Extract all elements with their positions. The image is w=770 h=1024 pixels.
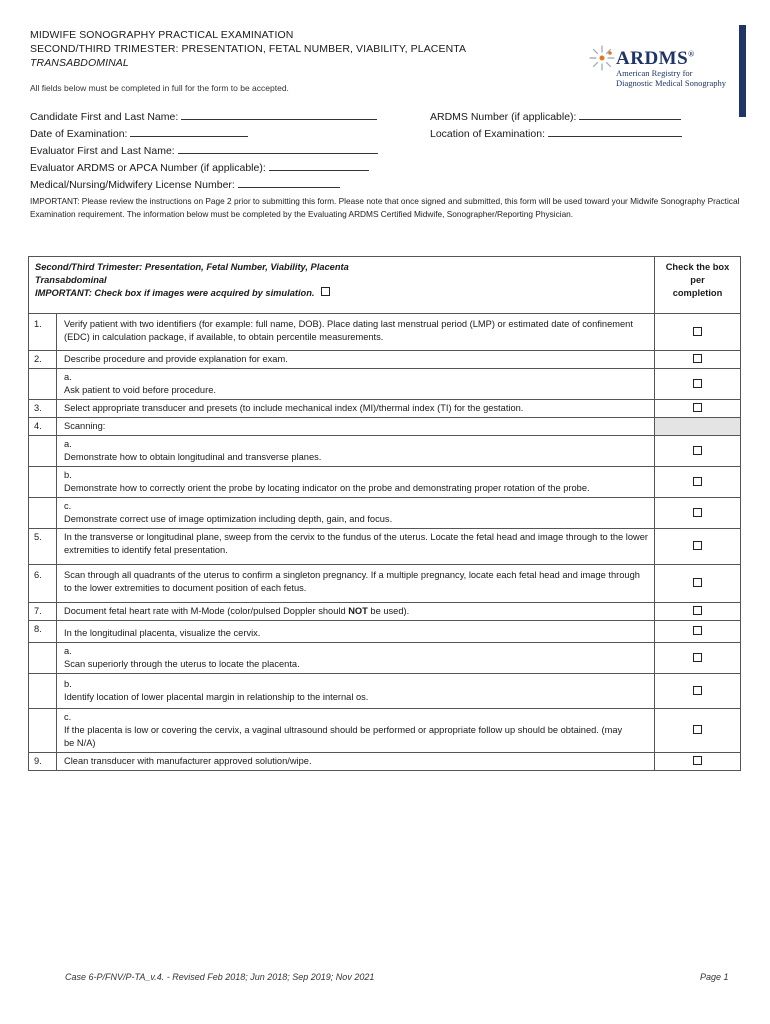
table-row xyxy=(29,498,741,529)
item-check-cell xyxy=(655,436,741,467)
item-text: Scanning: xyxy=(57,418,655,436)
table-header-row xyxy=(29,257,741,314)
item-checkbox[interactable] xyxy=(693,508,702,517)
evaluator-number-line[interactable] xyxy=(269,159,369,171)
important-instructions: IMPORTANT: Please review the instructions on Page 2 prior to submitting this form. Please note that once signed and submitted, this form will be used toward your Midwife Sonography Practical Examination requirement. The information below must be completed by the Evaluating ARDMS Certified Midwife, Sonographer/Reporting Physician. xyxy=(30,196,740,219)
table-row xyxy=(29,436,741,467)
simulation-label: IMPORTANT: Check box if images were acquired by simulation. xyxy=(35,288,315,298)
item-check-cell xyxy=(655,753,741,771)
candidate-name-label: Candidate First and Last Name: xyxy=(30,111,179,123)
revision-footer: Case 6-P/FNV/P-TA_v.4. - Revised Feb 2018; Jun 2018; Sep 2019; Nov 2021 xyxy=(65,972,375,982)
item-checkbox[interactable] xyxy=(693,354,702,363)
item-number: 1. xyxy=(29,314,57,351)
item-text: b.Demonstrate how to correctly orient the probe by locating indicator on the probe and demonstrating proper rotation of the probe. xyxy=(57,467,655,498)
item-check-cell xyxy=(655,603,741,621)
item-checkbox[interactable] xyxy=(693,379,702,388)
item-text: Describe procedure and provide explanation for exam. xyxy=(57,351,655,369)
item-number: 4. xyxy=(29,418,57,436)
item-check-cell xyxy=(655,529,741,565)
item-text: Clean transducer with manufacturer approved solution/wipe. xyxy=(57,753,655,771)
form-header xyxy=(30,28,466,70)
item-number: 5. xyxy=(29,529,57,565)
ardms-logo xyxy=(588,44,738,94)
item-number: 9. xyxy=(29,753,57,771)
item-check-cell-shaded xyxy=(655,418,741,436)
license-number-label: Medical/Nursing/Midwifery License Number: xyxy=(30,179,235,191)
license-number-field[interactable] xyxy=(30,176,340,191)
exam-location-line[interactable] xyxy=(548,125,682,137)
table-row xyxy=(29,400,741,418)
item-number: 6. xyxy=(29,565,57,603)
exam-location-field[interactable] xyxy=(430,125,682,140)
table-row xyxy=(29,418,741,436)
table-row xyxy=(29,709,741,753)
ardms-number-field[interactable] xyxy=(430,108,681,123)
item-text: In the transverse or longitudinal plane, sweep from the cervix to the fundus of the uterus. Locate the fetal head and image through to the lower extremities to identify fetal presentation. xyxy=(57,529,655,565)
evaluator-name-label: Evaluator First and Last Name: xyxy=(30,145,175,157)
exam-location-label: Location of Examination: xyxy=(430,128,545,140)
table-row xyxy=(29,351,741,369)
form-subtitle: SECOND/THIRD TRIMESTER: PRESENTATION, FETAL NUMBER, VIABILITY, PLACENTA xyxy=(30,43,467,55)
license-number-line[interactable] xyxy=(238,176,340,188)
item-text: Scan through all quadrants of the uterus to confirm a singleton pregnancy. If a multiple pregnancy, locate each fetal head and image through to the lower extremities to document position of each fetus. xyxy=(57,565,655,603)
item-check-cell xyxy=(655,467,741,498)
item-checkbox[interactable] xyxy=(693,653,702,662)
table-title-cell xyxy=(29,257,655,314)
candidate-name-line[interactable] xyxy=(181,108,377,120)
item-text: a.Demonstrate how to obtain longitudinal and transverse planes. xyxy=(57,436,655,467)
table-row xyxy=(29,369,741,400)
item-checkbox[interactable] xyxy=(693,541,702,550)
ardms-number-line[interactable] xyxy=(579,108,681,120)
exam-date-field[interactable] xyxy=(30,125,248,140)
item-checkbox[interactable] xyxy=(693,686,702,695)
exam-date-line[interactable] xyxy=(130,125,248,137)
evaluator-number-field[interactable] xyxy=(30,159,369,174)
item-number: 7. xyxy=(29,603,57,621)
item-checkbox[interactable] xyxy=(693,606,702,615)
item-text: c.If the placenta is low or covering the cervix, a vaginal ultrasound should be performed or appropriate follow up should be obtained. (may be N/A) xyxy=(57,709,655,753)
item-checkbox[interactable] xyxy=(693,756,702,765)
table-row xyxy=(29,753,741,771)
item-text: a.Ask patient to void before procedure. xyxy=(57,369,655,400)
item-check-cell xyxy=(655,709,741,753)
item-number: 8. xyxy=(29,621,57,643)
item-check-cell xyxy=(655,621,741,643)
item-check-cell xyxy=(655,400,741,418)
item-number xyxy=(29,709,57,753)
item-number xyxy=(29,467,57,498)
simulation-checkbox[interactable] xyxy=(321,287,330,296)
item-text: Document fetal heart rate with M-Mode (color/pulsed Doppler should NOT be used). xyxy=(57,603,655,621)
item-number xyxy=(29,436,57,467)
check-column-header: Check the box per completion xyxy=(655,257,741,314)
item-number: 2. xyxy=(29,351,57,369)
table-row xyxy=(29,643,741,674)
table-row xyxy=(29,467,741,498)
table-row xyxy=(29,621,741,643)
table-row xyxy=(29,529,741,565)
table-row xyxy=(29,674,741,709)
table-title: Second/Third Trimester: Presentation, Fetal Number, Viability, Placenta xyxy=(35,262,349,272)
starburst-icon xyxy=(588,44,616,72)
item-number xyxy=(29,674,57,709)
task-checklist-table xyxy=(28,256,741,771)
item-checkbox[interactable] xyxy=(693,477,702,486)
item-checkbox[interactable] xyxy=(693,403,702,412)
logo-tagline: American Registry for Diagnostic Medical Sonography xyxy=(616,68,727,88)
item-number xyxy=(29,498,57,529)
item-checkbox[interactable] xyxy=(693,446,702,455)
item-checkbox[interactable] xyxy=(693,327,702,336)
item-checkbox[interactable] xyxy=(693,578,702,587)
item-text: Verify patient with two identifiers (for example: full name, DOB). Place dating last menstrual period (LMP) or estimated date of confinement (EDC) in calculation package, if available, to obtain percentile measurements. xyxy=(57,314,655,351)
form-approach: TRANSABDOMINAL xyxy=(30,57,129,69)
table-row xyxy=(29,603,741,621)
table-row xyxy=(29,565,741,603)
evaluator-name-field[interactable] xyxy=(30,142,378,157)
candidate-name-field[interactable] xyxy=(30,108,377,123)
item-checkbox[interactable] xyxy=(693,626,702,635)
item-text: In the longitudinal placenta, visualize the cervix. xyxy=(57,621,655,643)
exam-date-label: Date of Examination: xyxy=(30,128,128,140)
item-check-cell xyxy=(655,643,741,674)
item-number: 3. xyxy=(29,400,57,418)
item-checkbox[interactable] xyxy=(693,725,702,734)
simulation-row xyxy=(35,287,648,300)
item-check-cell xyxy=(655,498,741,529)
item-text: Select appropriate transducer and presets (to include mechanical index (MI)/thermal index (TI) for the gestation. xyxy=(57,400,655,418)
item-check-cell xyxy=(655,351,741,369)
item-check-cell xyxy=(655,369,741,400)
page-number: Page 1 xyxy=(700,972,729,982)
table-approach: Transabdominal xyxy=(35,275,107,285)
evaluator-number-label: Evaluator ARDMS or APCA Number (if applicable): xyxy=(30,162,266,174)
item-check-cell xyxy=(655,314,741,351)
item-check-cell xyxy=(655,565,741,603)
item-text: b.Identify location of lower placental margin in relationship to the internal os. xyxy=(57,674,655,709)
item-number xyxy=(29,369,57,400)
table-row xyxy=(29,314,741,351)
logo-brand: ARDMS® xyxy=(616,48,695,69)
form-title: MIDWIFE SONOGRAPHY PRACTICAL EXAMINATION xyxy=(30,29,294,41)
item-text: a.Scan superiorly through the uterus to locate the placenta. xyxy=(57,643,655,674)
item-number xyxy=(29,643,57,674)
evaluator-name-line[interactable] xyxy=(178,142,378,154)
item-check-cell xyxy=(655,674,741,709)
item-text: c.Demonstrate correct use of image optimization including depth, gain, and focus. xyxy=(57,498,655,529)
ardms-number-label: ARDMS Number (if applicable): xyxy=(430,111,577,123)
completion-notice: All fields below must be completed in full for the form to be accepted. xyxy=(30,83,289,93)
